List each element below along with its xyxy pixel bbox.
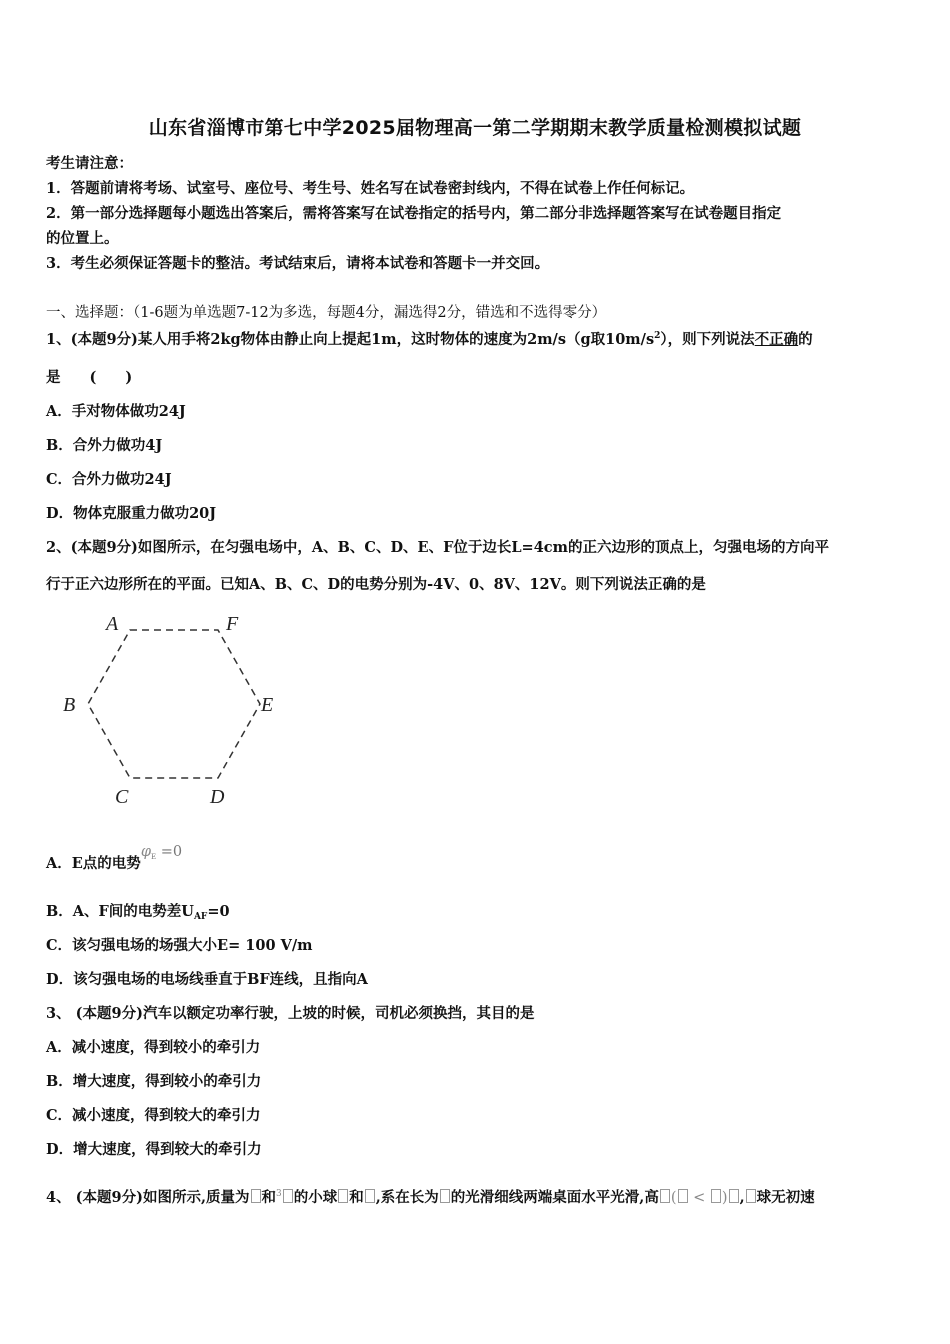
q1-stem-underline: 不正确 bbox=[754, 331, 799, 348]
vertex-label-f: F bbox=[226, 613, 239, 635]
phi-equals: =0 bbox=[160, 844, 183, 860]
q2-option-b-eq: =0 bbox=[207, 903, 230, 920]
q1-stem bbox=[46, 328, 813, 349]
vertex-label-b: B bbox=[63, 694, 76, 716]
missing-glyph-icon bbox=[746, 1189, 756, 1203]
q1-option-d: D．物体克服重力做功20J bbox=[46, 505, 217, 522]
q3-option-c: C．减小速度，得到较大的牵引力 bbox=[46, 1107, 261, 1124]
section-heading: 一、选择题：（1-6题为单选题7-12为多选，每题4分，漏选得2分，错选和不选得零分） bbox=[46, 305, 607, 321]
notice-item-2: 2．第一部分选择题每小题选出答案后，需将答案写在试卷指定的括号内，第二部分非选择题答案写在试卷题目指定 bbox=[46, 205, 782, 222]
q1-option-c: C．合外力做功24J bbox=[46, 471, 172, 488]
q3-option-a: A．减小速度，得到较小的牵引力 bbox=[46, 1039, 261, 1056]
q4-stem bbox=[46, 1186, 815, 1207]
q2-option-b bbox=[46, 900, 230, 922]
q1-stem-a: 1、(本题9分)某人用手将2kg物体由静止向上提起1m，这时物体的速度为2m/s（g取10m/s bbox=[46, 331, 655, 348]
q1-stem-sup: 2 bbox=[654, 331, 661, 341]
q2-option-a bbox=[46, 844, 183, 873]
q4-part-6: ,系在长为 bbox=[375, 1189, 439, 1206]
missing-glyph-icon bbox=[711, 1189, 721, 1203]
q3-option-d: D．增大速度，得到较大的牵引力 bbox=[46, 1141, 262, 1158]
q4-part-10: ) bbox=[721, 1190, 728, 1206]
missing-glyph-icon bbox=[678, 1189, 688, 1203]
q2-option-c: C．该匀强电场的场强大小E= 100 V/m bbox=[46, 937, 313, 954]
phi-symbol: φ bbox=[140, 844, 151, 860]
missing-glyph-icon bbox=[365, 1189, 375, 1203]
missing-glyph-icon bbox=[660, 1189, 670, 1203]
q1-option-b: B．合外力做功4J bbox=[46, 437, 163, 454]
q4-part-1: 4、 (本题9分)如图所示,质量为 bbox=[46, 1189, 250, 1206]
q3-stem: 3、 (本题9分)汽车以额定功率行驶，上坡的时候，司机必须换挡，其目的是 bbox=[46, 1005, 535, 1022]
q4-part-12: 球无初速 bbox=[756, 1189, 815, 1206]
missing-glyph-icon bbox=[283, 1189, 293, 1203]
q1-stem-line2: 是 ( ) bbox=[46, 369, 133, 386]
q4-part-5: 和 bbox=[349, 1189, 364, 1206]
vertex-label-d: D bbox=[210, 786, 225, 808]
phi-subscript: E bbox=[150, 853, 157, 861]
q2-option-a-text: A．E点的电势 bbox=[46, 855, 141, 872]
q2-stem-line1: 2、(本题9分)如图所示，在匀强电场中，A、B、C、D、E、F位于边长L=4cm的正六边形的顶点上，匀强电场的方向平 bbox=[46, 539, 829, 556]
notice-item-2-cont: 的位置上。 bbox=[46, 230, 119, 247]
q4-part-2: 和 bbox=[261, 1189, 276, 1206]
q4-part-8: ( bbox=[670, 1190, 677, 1206]
hexagon-dashed-outline bbox=[88, 630, 260, 778]
notice-item-1: 1．答题前请将考场、试室号、座位号、考生号、姓名写在试卷密封线内，不得在试卷上作任何标记。 bbox=[46, 180, 695, 197]
q3-option-b: B．增大速度，得到较小的牵引力 bbox=[46, 1073, 262, 1090]
missing-glyph-icon bbox=[251, 1189, 261, 1203]
missing-glyph-icon bbox=[440, 1189, 450, 1203]
q1-option-a: A．手对物体做功24J bbox=[46, 403, 186, 420]
missing-glyph-icon bbox=[729, 1189, 739, 1203]
q2-option-b-sub: AF bbox=[193, 912, 208, 922]
q4-part-9: < bbox=[688, 1190, 710, 1206]
vertex-label-e: E bbox=[261, 694, 274, 716]
notice-heading: 考生请注意： bbox=[46, 155, 133, 172]
vertex-label-a: A bbox=[106, 613, 119, 635]
q4-part-3: 3 bbox=[276, 1189, 282, 1199]
notice-item-3: 3．考生必须保证答题卡的整洁。考试结束后，请将本试卷和答题卡一并交回。 bbox=[46, 255, 550, 272]
page-title: 山东省淄博市第七中学2025届物理高一第二学期期末教学质量检测模拟试题 bbox=[148, 117, 802, 139]
q4-part-4: 的小球 bbox=[293, 1189, 338, 1206]
q2-stem-line2: 行于正六边形所在的平面。已知A、B、C、D的电势分别为-4V、0、8V、12V。则下列说法正确的是 bbox=[46, 576, 706, 593]
hexagon-figure bbox=[52, 606, 292, 816]
q1-stem-c: 的 bbox=[798, 331, 813, 348]
q2-option-b-text: B．A、F间的电势差U bbox=[46, 903, 194, 920]
q4-part-11: , bbox=[739, 1189, 745, 1206]
q1-stem-b: ），则下列说法 bbox=[660, 331, 755, 348]
vertex-label-c: C bbox=[115, 786, 129, 808]
q2-option-d: D．该匀强电场的电场线垂直于BF连线，且指向A bbox=[46, 971, 368, 988]
missing-glyph-icon bbox=[338, 1189, 348, 1203]
q4-part-7: 的光滑细线两端桌面水平光滑,高 bbox=[450, 1189, 659, 1206]
